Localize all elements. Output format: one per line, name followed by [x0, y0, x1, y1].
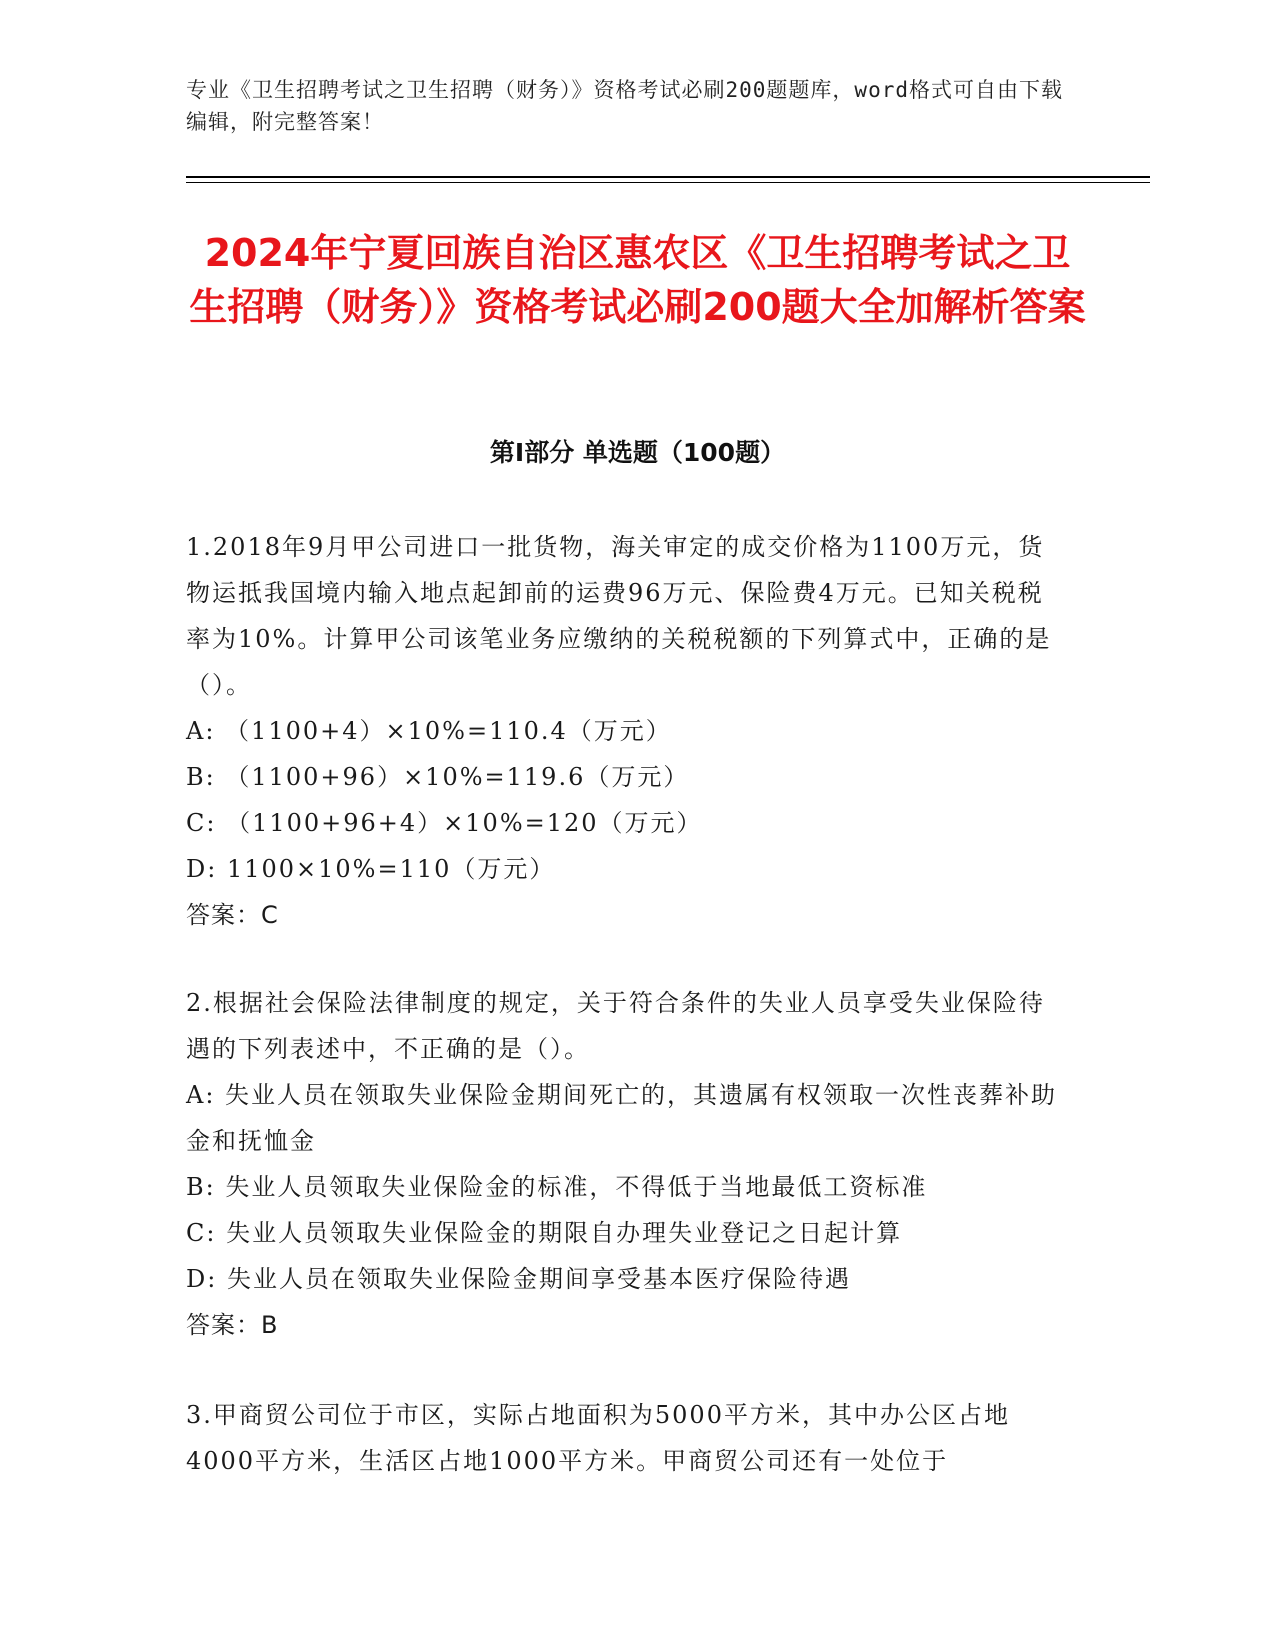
question-text: 2.根据社会保险法律制度的规定，关于符合条件的失业人员享受失业保险待遇的下列表述中，不正确的是（）。	[186, 989, 1045, 1063]
document-title: 2024年宁夏回族自治区惠农区《卫生招聘考试之卫生招聘（财务）》资格考试必刷200题大全加解析答案	[189, 231, 1086, 329]
answer: 答案：B	[186, 1311, 279, 1339]
answer: 答案：C	[186, 901, 279, 929]
question-1	[186, 524, 1066, 938]
section-heading: 第Ⅰ部分 单选题（100题）	[489, 438, 786, 467]
option-d: D: 1100×10%=110（万元）	[186, 855, 556, 883]
question-text: 3.甲商贸公司位于市区，实际占地面积为5000平方米，其中办公区占地4000平方米，生活区占地1000平方米。甲商贸公司还有一处位于	[186, 1401, 1010, 1475]
question-text: 1.2018年9月甲公司进口一批货物，海关审定的成交价格为1100万元，货物运抵我国境内输入地点起卸前的运费96万元、保险费4万元。已知关税税率为10%。计算甲公司该笔业务应缴纳的关税税额的下列算式中，正确的是（）。	[186, 533, 1052, 699]
header-divider	[186, 176, 1150, 178]
option-c: C: （1100+96+4）×10%=120（万元）	[186, 809, 703, 837]
question-2	[186, 980, 1066, 1348]
header-note: 专业《卫生招聘考试之卫生招聘（财务）》资格考试必刷200题题库，word格式可自由下载编辑，附完整答案！	[186, 78, 1063, 134]
header-divider-thin	[186, 182, 1150, 183]
option-b: B: （1100+96）×10%=119.6（万元）	[186, 763, 690, 791]
option-d: D: 失业人员在领取失业保险金期间享受基本医疗保险待遇	[186, 1265, 851, 1293]
option-a: A: 失业人员在领取失业保险金期间死亡的，其遗属有权领取一次性丧葬补助金和抚恤金	[186, 1081, 1058, 1155]
option-a: A: （1100+4）×10%=110.4（万元）	[186, 717, 672, 745]
question-3	[186, 1392, 1066, 1484]
option-c: C: 失业人员领取失业保险金的期限自办理失业登记之日起计算	[186, 1219, 903, 1247]
option-b: B: 失业人员领取失业保险金的标准，不得低于当地最低工资标准	[186, 1173, 928, 1201]
